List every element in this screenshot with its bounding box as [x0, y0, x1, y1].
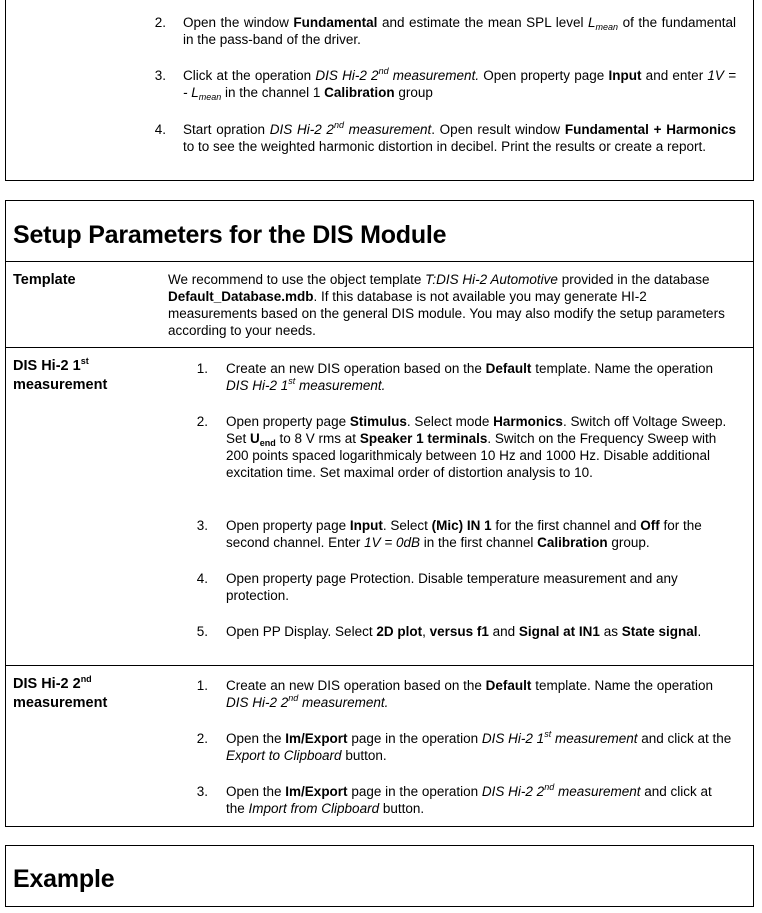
step-number: 2. [154, 15, 166, 30]
step-text: Open property page Input. Select (Mic) IN 1 for the first channel and Off for the second channel. Enter 1V = 0dB in the first channel Calibration group. [226, 518, 702, 550]
step-number: 4. [196, 571, 208, 586]
step-text: Click at the operation DIS Hi-2 2nd measurement. Open property page Input and enter 1V = - $L_{mean}$ in the channel 1 Calibration group [183, 66, 736, 102]
step-text: Open the window Fundamental and estimate the mean SPL level $L_{mean}$ of the fundamental in the pass-band of the driver. [183, 15, 736, 47]
step-number: 3. [154, 68, 166, 83]
step-text: Create an new DIS operation based on the Default template. Name the operation DIS Hi-2 2nd measurement. [226, 678, 714, 710]
step-number: 3. [196, 784, 208, 799]
top-step-list [6, 0, 755, 181]
step-number: 1. [196, 361, 208, 376]
example-box [5, 845, 754, 907]
divider [6, 347, 753, 348]
template-text: We recommend to use the object template T:DIS Hi-2 Automotive provided in the database Default_Database.mdb. If this database is not available you may generate HI-2 measurements based on the general DIS module. You may also modify the setup parameters according to your needs. [168, 272, 725, 338]
step-number: 2. [196, 731, 208, 746]
step-text: Start opration DIS Hi-2 2nd measurement. Open result window Fundamental + Harmonics to to see the weighted harmonic distortion in decibel. Print the results or create a report. [183, 120, 737, 154]
section-heading: Example [13, 865, 115, 893]
step-text: Open the Im/Export page in the operation DIS Hi-2 2nd measurement and click at the Import from Clipboard button. [226, 782, 712, 816]
template-description [168, 271, 728, 339]
step-number: 1. [196, 678, 208, 693]
step-number: 3. [196, 518, 208, 533]
template-label: Template [13, 272, 76, 288]
step-text: Create an new DIS operation based on the Default template. Name the operation DIS Hi-2 1st measurement. [226, 361, 714, 393]
section-heading: Setup Parameters for the DIS Module [13, 221, 447, 249]
step-text: Open PP Display. Select 2D plot, versus f1 and Signal at IN1 as State signal. [226, 624, 702, 639]
step-number: 2. [196, 414, 208, 429]
step-text: Open the Im/Export page in the operation DIS Hi-2 1st measurement and click at the Export to Clipboard button. [226, 729, 732, 763]
steps-continuation-box [5, 0, 754, 181]
step-number: 4. [154, 122, 166, 137]
step-number: 5. [196, 624, 208, 639]
step-text: Open property page Protection. Disable temperature measurement and any protection. [226, 571, 678, 603]
divider [6, 665, 753, 666]
first-measurement-label: DIS Hi-2 1st measurement [13, 356, 108, 393]
divider [6, 261, 753, 262]
setup-parameters-box [5, 200, 754, 827]
step-text: Open property page Stimulus. Select mode Harmonics. Switch off Voltage Sweep. Set $U_{end}$ to 8 V rms at Speaker 1 terminals. Switch on the Frequency Sweep with 200 points spaced logarithmicaly between 10 Hz and 1000 Hz. Disable additional excitation time. Set maximal order of distortion analysis to 10. [226, 414, 727, 480]
second-measurement-label: DIS Hi-2 2nd measurement [13, 674, 108, 711]
